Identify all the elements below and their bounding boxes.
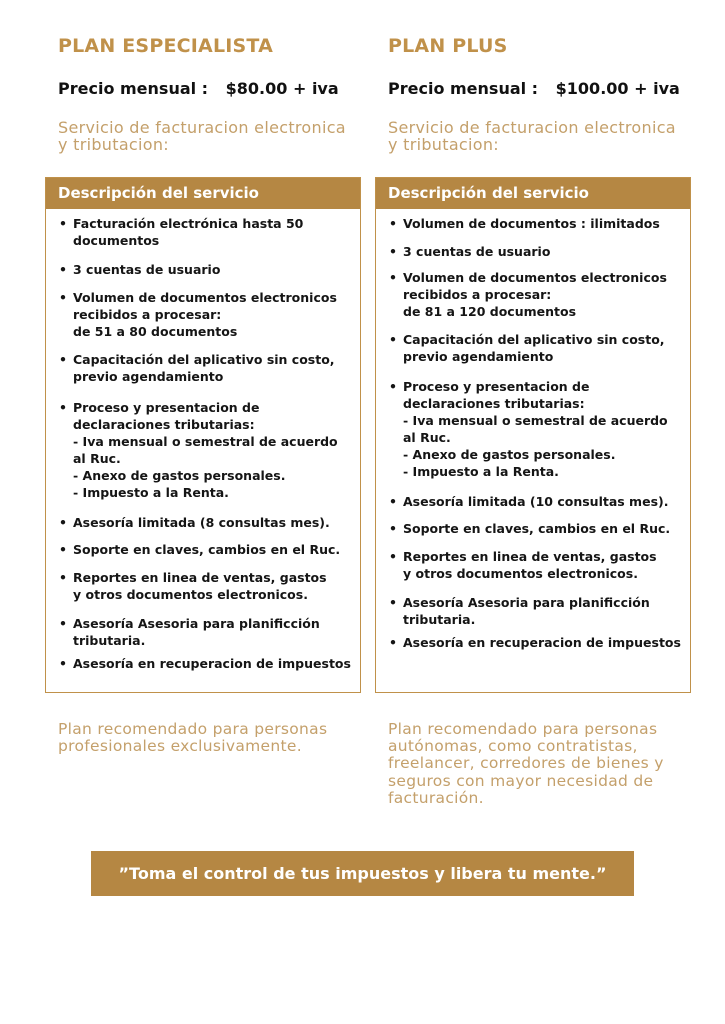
list-item [59,569,354,603]
list-item [59,399,354,501]
list-item [59,615,354,649]
service-label: Servicio de facturacion electronica y tributacion: [58,118,346,154]
bullet-icon: • [389,216,397,231]
list-item [389,331,684,365]
box-header: Descripción del servicio [46,178,360,209]
list-item [389,243,684,260]
list-item [389,594,684,628]
box-header: Descripción del servicio [376,178,690,209]
bullet-icon: • [59,400,67,415]
service-label: Servicio de facturacion electronica y tributacion: [388,118,676,154]
list-item-text: Asesoría en recuperacion de impuestos [73,656,351,671]
service-list [376,209,690,651]
bullet-icon: • [389,244,397,259]
price-label: Precio mensual : [388,79,539,98]
bullet-icon: • [59,656,67,671]
bullet-icon: • [389,332,397,347]
list-item [389,520,684,537]
list-item-text: Soporte en claves, cambios en el Ruc. [73,542,341,557]
list-item-text: Asesoría limitada (10 consultas mes). [403,494,669,509]
list-item-text: Asesoría Asesoria para planificción tributaria. [403,595,650,627]
list-item [59,215,354,249]
bullet-icon: • [59,616,67,631]
service-description-box [375,177,691,693]
bullet-icon: • [59,262,67,277]
list-item [389,215,684,232]
list-item-text: Volumen de documentos : ilimitados [403,216,660,231]
recommendation-text: Plan recomendado para personas profesionales exclusivamente. [58,720,328,756]
bullet-icon: • [389,379,397,394]
bullet-icon: • [59,290,67,305]
recommendation-text: Plan recomendado para personas autónomas, como contratistas, freelancer, corredores de bienes y seguros con mayor necesidad de facturación. [388,720,664,807]
list-item-text: Proceso y presentacion de declaraciones tributarias: - Iva mensual o semestral de acuerdo al Ruc. - Anexo de gastos personales. - Impuesto a la Renta. [403,379,668,479]
plan-title: PLAN PLUS [388,35,508,57]
bullet-icon: • [59,570,67,585]
bullet-icon: • [59,515,67,530]
service-list [46,209,360,672]
price-row [58,79,339,98]
list-item-text: Asesoría limitada (8 consultas mes). [73,515,330,530]
list-item-text: Facturación electrónica hasta 50 documentos [73,216,304,248]
plan-title: PLAN ESPECIALISTA [58,35,273,57]
list-item-text: 3 cuentas de usuario [73,262,221,277]
price-value: $80.00 + iva [225,79,339,98]
list-item-text: Asesoría Asesoria para planificción tributaria. [73,616,320,648]
list-item-text: Soporte en claves, cambios en el Ruc. [403,521,671,536]
list-item [389,634,684,651]
list-item [59,289,354,340]
price-label: Precio mensual : [58,79,209,98]
list-item-text: Asesoría en recuperacion de impuestos [403,635,681,650]
list-item [59,541,354,558]
list-item-text: Capacitación del aplicativo sin costo, previo agendamiento [403,332,665,364]
list-item-text: 3 cuentas de usuario [403,244,551,259]
list-item-text: Volumen de documentos electronicos recibidos a procesar: de 81 a 120 documentos [403,270,667,319]
price-row [388,79,680,98]
service-description-box [45,177,361,693]
bullet-icon: • [59,216,67,231]
list-item [59,261,354,278]
bullet-icon: • [389,270,397,285]
bullet-icon: • [59,352,67,367]
list-item [59,655,354,672]
list-item-text: Proceso y presentacion de declaraciones tributarias: - Iva mensual o semestral de acuerdo al Ruc. - Anexo de gastos personales. - Impuesto a la Renta. [73,400,338,500]
bullet-icon: • [389,635,397,650]
slogan-banner: ”Toma el control de tus impuestos y libera tu mente.” [91,851,634,896]
price-value: $100.00 + iva [555,79,680,98]
list-item [59,351,354,385]
list-item [389,548,684,582]
list-item [389,378,684,480]
bullet-icon: • [59,542,67,557]
list-item [389,493,684,510]
bullet-icon: • [389,549,397,564]
list-item-text: Capacitación del aplicativo sin costo, previo agendamiento [73,352,335,384]
bullet-icon: • [389,494,397,509]
bullet-icon: • [389,521,397,536]
list-item [59,514,354,531]
list-item [389,269,684,320]
list-item-text: Reportes en linea de ventas, gastos y otros documentos electronicos. [73,570,327,602]
list-item-text: Volumen de documentos electronicos recibidos a procesar: de 51 a 80 documentos [73,290,337,339]
list-item-text: Reportes en linea de ventas, gastos y otros documentos electronicos. [403,549,657,581]
bullet-icon: • [389,595,397,610]
